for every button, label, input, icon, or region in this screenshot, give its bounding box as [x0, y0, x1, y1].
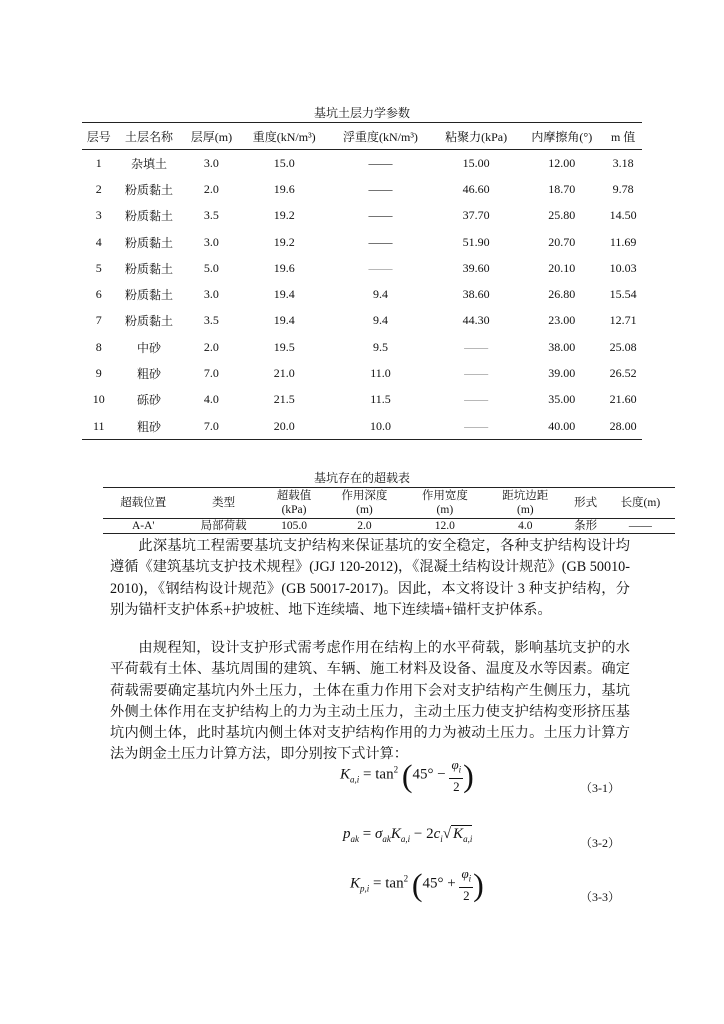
table-cell: 3.5 — [203, 313, 219, 328]
table-cell: 28.00 — [604, 413, 642, 440]
table-cell: 10.0 — [328, 413, 433, 440]
surcharge-load-table — [103, 487, 675, 534]
table-cell: 19.2 — [273, 208, 295, 223]
table-cell: 19.4 — [273, 313, 295, 328]
table-cell: 38.60 — [462, 287, 490, 302]
table-row — [82, 255, 642, 281]
table-cell: 2.0 — [324, 519, 404, 534]
table-cell: 3.0 — [203, 287, 219, 302]
column-header: 作用宽度 (m) — [405, 488, 485, 519]
table-cell: 38.00 — [548, 339, 576, 354]
table-cell: 7.0 — [183, 413, 241, 440]
table-cell: 10 — [92, 392, 105, 407]
table-cell: 9.78 — [612, 181, 634, 196]
column-header: 类型 — [183, 488, 263, 519]
table-cell: —— — [464, 392, 489, 407]
table-cell: —— — [368, 208, 393, 223]
table-cell: 19.6 — [273, 260, 295, 275]
table-cell: 19.5 — [273, 339, 295, 354]
table-cell: 6 — [95, 287, 102, 302]
formula-3-3: $K_{p,i} = \tan^2 (45^\circ$ + $\frac{\varphi_i}{2}$ ) — [350, 866, 484, 903]
table-cell: 20.0 — [240, 413, 328, 440]
table-cell: 26.80 — [548, 287, 576, 302]
paragraph-2: 由规程知，设计支护形式需考虑作用在结构上的水平荷载，影响基坑支护的水平荷载有土体、基坑周围的建筑、车辆、施工材料及设备、温度及水等因素。确定荷载需要确定基坑内外土压力，土体在重力作用下会对支护结构产生侧压力，基坑外侧土体作用在支护结构上的力为主动土压力，主动土压力使支护结构变形挤压基坑内侧土体，此时基坑内侧土体对支护结构作用的力为被动土压力。土压力计算方法为朗金土压力计算方法，即分别按下式计算： — [110, 640, 630, 763]
table-cell: 10.03 — [609, 260, 637, 275]
table-cell: 局部荷载 — [183, 519, 263, 534]
table-cell: —— — [368, 181, 393, 196]
table-cell: 4.0 — [203, 392, 219, 407]
table-cell: 51.90 — [462, 234, 490, 249]
table-cell: 粉质黏土 — [125, 209, 174, 224]
table-cell: A-A' — [103, 519, 183, 534]
table-cell: 2.0 — [203, 339, 219, 354]
table-cell: 14.50 — [609, 208, 637, 223]
column-header: 长度(m) — [606, 488, 675, 519]
table-cell: 35.00 — [548, 392, 576, 407]
table-row — [82, 308, 642, 334]
table-row — [82, 413, 642, 440]
column-header: 超载值 (kPa) — [264, 488, 324, 519]
table-cell: 3.0 — [203, 155, 219, 170]
table-cell: 5 — [95, 260, 102, 275]
table-cell: 12.71 — [609, 313, 637, 328]
table-cell: 19.6 — [273, 181, 295, 196]
column-header: 超载位置 — [103, 488, 183, 519]
table-cell: 40.00 — [519, 413, 604, 440]
column-header: 作用深度 (m) — [324, 488, 404, 519]
table-cell: 粉质黏土 — [125, 182, 174, 197]
sqrt-icon: √ — [442, 826, 452, 842]
table-cell: 4.0 — [485, 519, 565, 534]
table-cell: 39.00 — [548, 366, 576, 381]
table-cell: 21.60 — [609, 392, 637, 407]
table-cell: 46.60 — [462, 181, 490, 196]
table-cell: 39.60 — [462, 260, 490, 275]
table-cell: 20.70 — [548, 234, 576, 249]
table-cell: 9 — [95, 366, 102, 381]
column-header: 浮重度(kN/m³) — [328, 123, 433, 150]
table-cell: 21.0 — [273, 366, 295, 381]
table-cell: 44.30 — [462, 313, 490, 328]
formula-number-3-2: （3-2） — [580, 836, 620, 850]
table-cell: 4 — [95, 234, 102, 249]
table-cell: 7 — [95, 313, 102, 328]
formula-3-1: $K_{a,i} = \tan^2 (45^\circ$ − $\frac{\varphi_i}{2}$ ) — [340, 757, 474, 794]
table-cell: 2.0 — [203, 181, 219, 196]
table-cell: 11.69 — [609, 234, 637, 249]
table-cell: —— — [368, 260, 393, 275]
column-header: 形式 — [566, 488, 606, 519]
table-cell: —— — [464, 366, 489, 381]
column-header: 土层名称 — [116, 123, 183, 150]
table-row — [82, 387, 642, 413]
table-cell: 12.0 — [405, 519, 485, 534]
table-row — [103, 519, 675, 534]
column-header: 层号 — [82, 123, 116, 150]
table-cell: 12.00 — [548, 155, 576, 170]
table-row — [82, 334, 642, 360]
table-row — [82, 281, 642, 307]
table-cell: 15.54 — [609, 287, 637, 302]
table-cell: 15.00 — [462, 155, 490, 170]
column-header: 距坑边距 (m) — [485, 488, 565, 519]
table-cell: 9.4 — [372, 313, 388, 328]
table-cell: —— — [464, 339, 489, 354]
table-cell: 20.10 — [548, 260, 576, 275]
table-cell: 25.80 — [548, 208, 576, 223]
table-cell: 中砂 — [137, 340, 162, 355]
table-cell: 18.70 — [548, 181, 576, 196]
table-cell: 条形 — [566, 519, 606, 534]
table-cell: 9.5 — [372, 339, 388, 354]
table-cell: 7.0 — [203, 366, 219, 381]
table-cell: 杂填土 — [131, 156, 168, 171]
table-cell: 粉质黏土 — [125, 288, 174, 303]
table-cell: 37.70 — [462, 208, 490, 223]
table-cell: 3.5 — [203, 208, 219, 223]
table-row — [82, 150, 642, 177]
table-cell: 11 — [82, 413, 116, 440]
table-cell: —— — [606, 519, 675, 534]
table-cell: 粉质黏土 — [125, 261, 174, 276]
table-cell: —— — [368, 234, 393, 249]
table-cell: 11.0 — [370, 366, 391, 381]
column-header: 层厚(m) — [183, 123, 241, 150]
table-cell: 粉质黏土 — [125, 235, 174, 250]
table-row — [82, 360, 642, 386]
table-cell: 26.52 — [609, 366, 637, 381]
table-cell: 3.18 — [612, 155, 634, 170]
table-cell: 9.4 — [372, 287, 388, 302]
column-header: 内摩擦角(°) — [519, 123, 604, 150]
table-row — [82, 229, 642, 255]
soil-parameter-table — [82, 122, 642, 440]
table-cell: 5.0 — [203, 260, 219, 275]
table-cell: 粗砂 — [137, 367, 162, 382]
table-cell: 粗砂 — [116, 413, 183, 440]
table-row — [82, 176, 642, 202]
table-header-row — [82, 123, 642, 150]
paragraph-1: 此深基坑工程需要基坑支护结构来保证基坑的安全稳定，各种支护结构设计均遵循《建筑基坑支护技术规程》(JGJ 120-2012)，《混凝土结构设计规范》(GB 50010-2010)，《钢结构设计规范》(GB 50017-2017)。因此，本文将设计 3 种支护结构，分别为锚杆支护体系+护坡桩、地下连续墙、地下连续墙+锚杆支护体系。 — [110, 538, 630, 618]
table-row — [82, 203, 642, 229]
table-cell: 105.0 — [264, 519, 324, 534]
table-cell: 23.00 — [548, 313, 576, 328]
table-cell: 21.5 — [273, 392, 295, 407]
formula-number-3-3: （3-3） — [580, 890, 620, 904]
load-table-caption: 基坑存在的超载表 — [313, 471, 410, 485]
table-cell: —— — [368, 155, 393, 170]
table-cell: 8 — [95, 339, 102, 354]
table-cell: 25.08 — [609, 339, 637, 354]
table-cell: 1 — [95, 155, 102, 170]
table-cell: 砾砂 — [137, 393, 162, 408]
formula-3-2: $p_{ak} = \sigma_{ak}K_{a,i} - 2c_i√$ $K_{a,i}$ — [343, 826, 473, 844]
table-cell: 19.2 — [273, 234, 295, 249]
table-cell: 粉质黏土 — [125, 314, 174, 329]
formula-number-3-1: （3-1） — [580, 781, 620, 795]
column-header: 粘聚力(kPa) — [433, 123, 520, 150]
table-cell: 15.0 — [273, 155, 295, 170]
column-header: 重度(kN/m³) — [240, 123, 328, 150]
column-header: m 值 — [604, 123, 642, 150]
table-cell: —— — [433, 413, 520, 440]
table-cell: 3 — [95, 208, 102, 223]
table-cell: 3.0 — [203, 234, 219, 249]
table-cell: 19.4 — [273, 287, 295, 302]
table-cell: 2 — [95, 181, 102, 196]
soil-table-caption: 基坑土层力学参数 — [313, 106, 410, 120]
table-cell: 11.5 — [370, 392, 391, 407]
table-header-row — [103, 488, 675, 519]
